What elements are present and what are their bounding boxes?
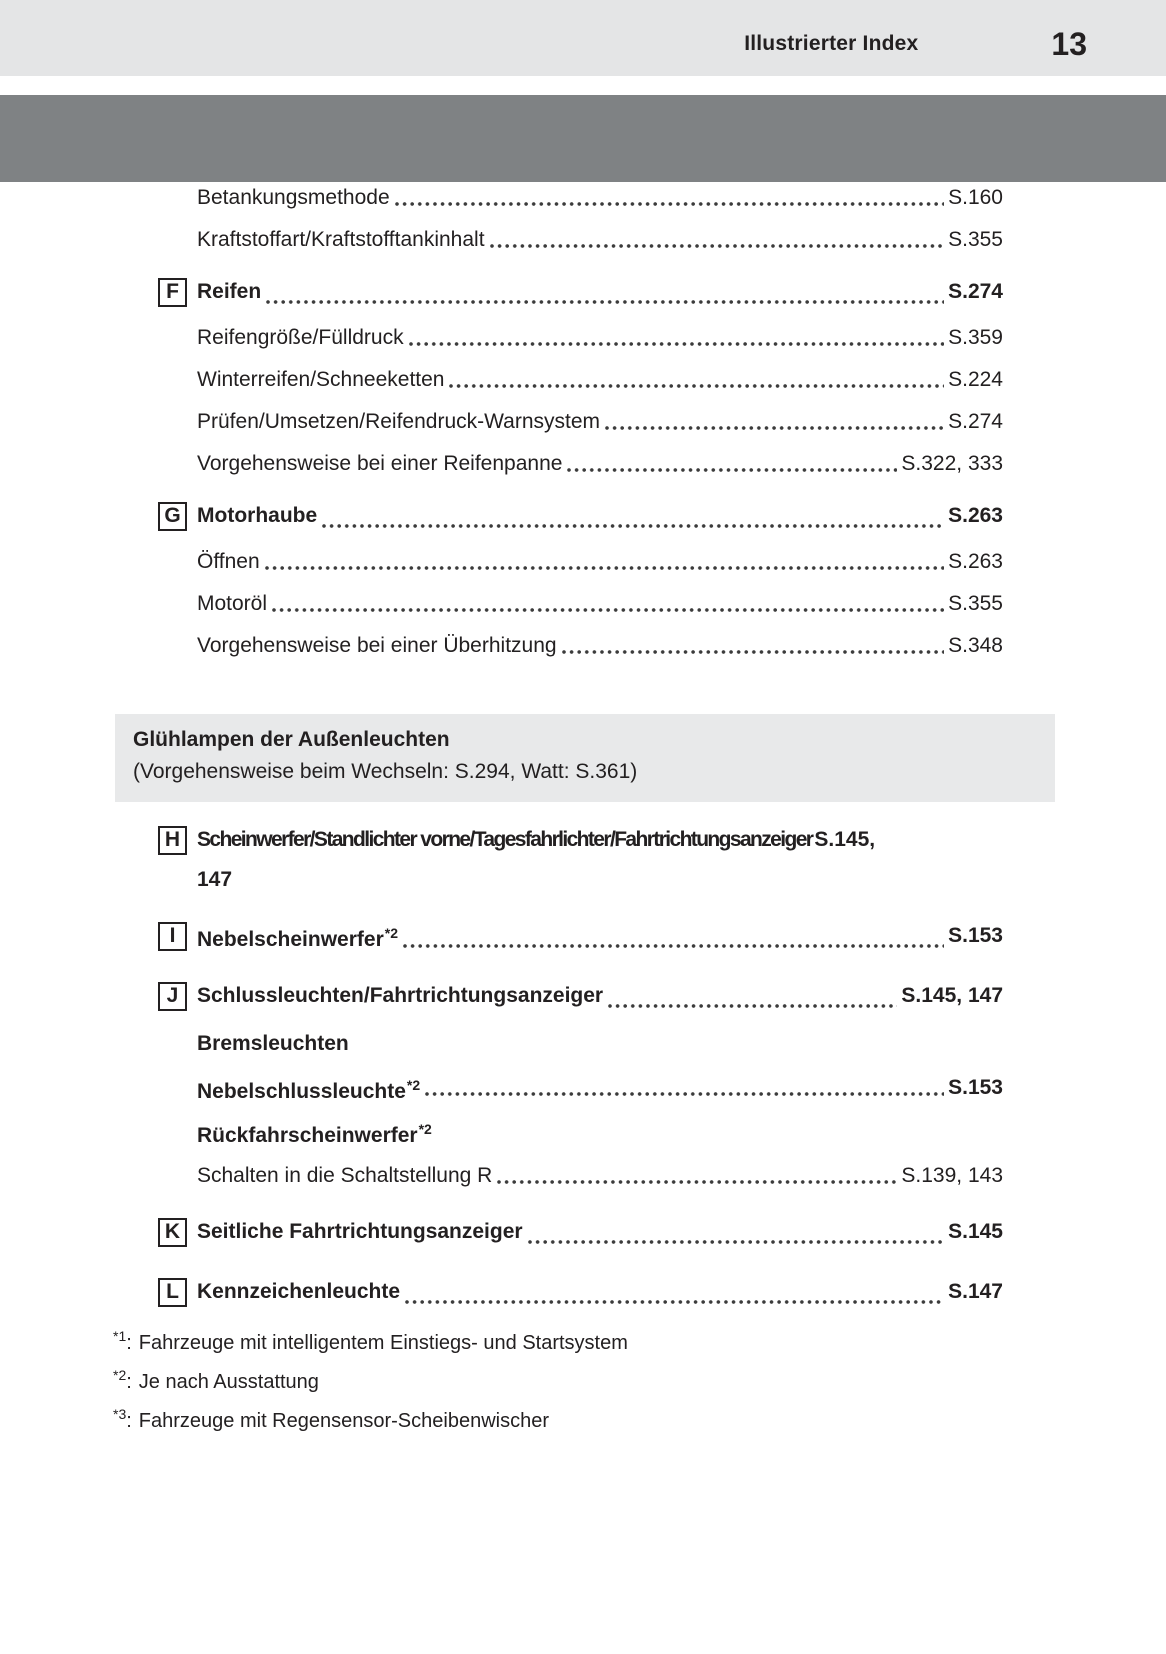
dotted-leader xyxy=(497,1180,897,1184)
index-entry-row xyxy=(158,1075,1003,1101)
index-entries-top xyxy=(158,182,1003,659)
entry-page-ref: S.153 xyxy=(948,924,1003,947)
index-entry-row xyxy=(158,1119,1003,1145)
page-header xyxy=(0,0,1166,76)
entry-page-ref: S.322, 333 xyxy=(901,452,1003,475)
index-entry-row xyxy=(158,1275,1003,1309)
entry-label: Prüfen/Umsetzen/Reifendruck-Warnsystem xyxy=(197,410,601,433)
section-letter-box: I xyxy=(158,922,187,951)
entry-label: Betankungsmethode xyxy=(197,186,390,209)
entry-label: Reifen xyxy=(197,280,262,303)
dotted-leader xyxy=(425,1092,944,1096)
section-letter-box: L xyxy=(158,1278,187,1307)
entry-page-ref: S.355 xyxy=(948,592,1003,615)
footnote-text: Fahrzeuge mit Regensensor-Scheibenwischer xyxy=(138,1410,550,1432)
entry-label: 147 xyxy=(197,868,233,891)
entry-page-ref: S.145, 147 xyxy=(901,984,1003,1007)
header-title: Illustrierter Index xyxy=(744,32,919,55)
entry-label: Rückfahrscheinwerfer$^{*2}$ xyxy=(197,1120,432,1147)
dotted-leader xyxy=(567,468,897,472)
entry-label: Schlussleuchten/Fahrtrichtungsanzeiger xyxy=(197,984,604,1007)
index-entry-row xyxy=(158,979,1003,1013)
section-letter-box: F xyxy=(158,278,187,307)
dotted-leader xyxy=(409,342,945,346)
entry-footnote-ref: *2 xyxy=(384,924,398,941)
page-number: 13 xyxy=(1051,25,1087,62)
dotted-leader xyxy=(562,650,945,654)
entry-page-ref: S.263 xyxy=(948,504,1003,527)
entry-label: Kraftstoffart/Kraftstofftankinhalt xyxy=(197,228,485,251)
dotted-leader xyxy=(608,1004,897,1008)
index-entry-row xyxy=(158,499,1003,533)
entry-page-ref: S.153 xyxy=(948,1076,1003,1099)
dotted-leader xyxy=(490,244,945,248)
entry-label: Bremsleuchten xyxy=(197,1032,349,1055)
footnote-item xyxy=(113,1401,1166,1432)
index-entry-row xyxy=(158,1031,1003,1057)
index-entry-row xyxy=(158,367,1003,393)
entry-page-ref: S.139, 143 xyxy=(901,1164,1003,1187)
index-entry-row xyxy=(158,275,1003,309)
index-entry-row xyxy=(158,409,1003,435)
entry-page-ref: S.145 xyxy=(948,1220,1003,1243)
index-entry-row xyxy=(158,185,1003,211)
entry-label: Kennzeichenleuchte xyxy=(197,1280,401,1303)
entry-label: Reifengröße/Fülldruck xyxy=(197,326,404,349)
index-entry-row xyxy=(158,1163,1003,1189)
bulb-note-box xyxy=(115,714,1055,802)
entry-page-ref: S.359 xyxy=(948,326,1003,349)
index-entry-row xyxy=(158,1215,1003,1249)
footnote-separator: : xyxy=(126,1410,132,1432)
dotted-leader xyxy=(449,384,944,388)
dotted-leader xyxy=(605,426,944,430)
index-entry-row xyxy=(158,451,1003,477)
dotted-leader xyxy=(322,524,944,528)
entry-continuation-row xyxy=(158,867,1003,893)
index-entry-row xyxy=(158,919,1003,953)
entry-page-ref: S.274 xyxy=(948,280,1003,303)
entry-footnote-ref: *2 xyxy=(406,1076,421,1093)
entry-label: Vorgehensweise bei einer Reifenpanne xyxy=(197,452,563,475)
dotted-leader xyxy=(266,300,944,304)
entry-page-ref: S.147 xyxy=(948,1280,1003,1303)
section-letter-box: H xyxy=(158,826,187,855)
section-letter-box: K xyxy=(158,1218,187,1247)
dotted-leader xyxy=(265,566,944,570)
entry-label: Öffnen xyxy=(197,550,260,573)
dotted-leader xyxy=(395,202,944,206)
footnote-text: Je nach Ausstattung xyxy=(138,1371,319,1393)
note-subtitle: (Vorgehensweise beim Wechseln: S.294, Watt: S.361) xyxy=(133,760,638,783)
dotted-leader xyxy=(528,1240,945,1244)
footnote-marker: *3 xyxy=(113,1406,127,1422)
entry-label: Nebelschlussleuchte$^{*2}$ xyxy=(197,1076,421,1103)
entry-label: Motorhaube xyxy=(197,504,318,527)
index-entries-bottom xyxy=(158,802,1003,1309)
section-letter-box: J xyxy=(158,982,187,1011)
dotted-leader xyxy=(403,944,944,948)
dotted-leader xyxy=(405,1300,944,1304)
index-entry-row xyxy=(158,823,1003,857)
dotted-leader xyxy=(272,608,944,612)
entry-page-ref: S.263 xyxy=(948,550,1003,573)
index-entry-row xyxy=(158,549,1003,575)
entry-label: Vorgehensweise bei einer Überhitzung xyxy=(197,634,557,657)
footnote-marker: *2 xyxy=(113,1367,127,1383)
index-entry-row xyxy=(158,325,1003,351)
entry-label: Nebelscheinwerfer$^{*2}$ xyxy=(197,924,398,951)
footnotes xyxy=(113,1323,1166,1432)
footnote-item xyxy=(113,1362,1166,1393)
entry-label: Motoröl xyxy=(197,592,268,615)
footnote-marker: *1 xyxy=(113,1328,127,1344)
entry-footnote-ref: *2 xyxy=(418,1120,432,1137)
footnote-separator: : xyxy=(126,1332,132,1354)
footnote-text: Fahrzeuge mit intelligentem Einstiegs- und Startsystem xyxy=(138,1332,628,1354)
index-entry-row xyxy=(158,633,1003,659)
footnote-item xyxy=(113,1323,1166,1354)
entry-page-ref: S.355 xyxy=(948,228,1003,251)
entry-page-ref: S.274 xyxy=(948,410,1003,433)
note-title: Glühlampen der Außenleuchten xyxy=(133,728,450,751)
entry-label: Seitliche Fahrtrichtungsanzeiger xyxy=(197,1220,523,1243)
entry-label: Schalten in die Schaltstellung R xyxy=(197,1164,493,1187)
entry-label: Scheinwerfer/Standlichter vorne/Tagesfahrlichter/Fahrtrichtungsanzeiger xyxy=(197,828,813,851)
footnote-separator: : xyxy=(126,1371,132,1393)
entry-page-ref: S.160 xyxy=(948,186,1003,209)
section-banner xyxy=(0,95,1166,182)
entry-page-ref: S.348 xyxy=(948,634,1003,657)
section-letter-box: G xyxy=(158,502,187,531)
index-entry-row xyxy=(158,591,1003,617)
entry-label: Winterreifen/Schneeketten xyxy=(197,368,445,391)
index-entry-row xyxy=(158,227,1003,253)
entry-page-ref: S.145, xyxy=(814,828,876,851)
entry-page-ref: S.224 xyxy=(948,368,1003,391)
